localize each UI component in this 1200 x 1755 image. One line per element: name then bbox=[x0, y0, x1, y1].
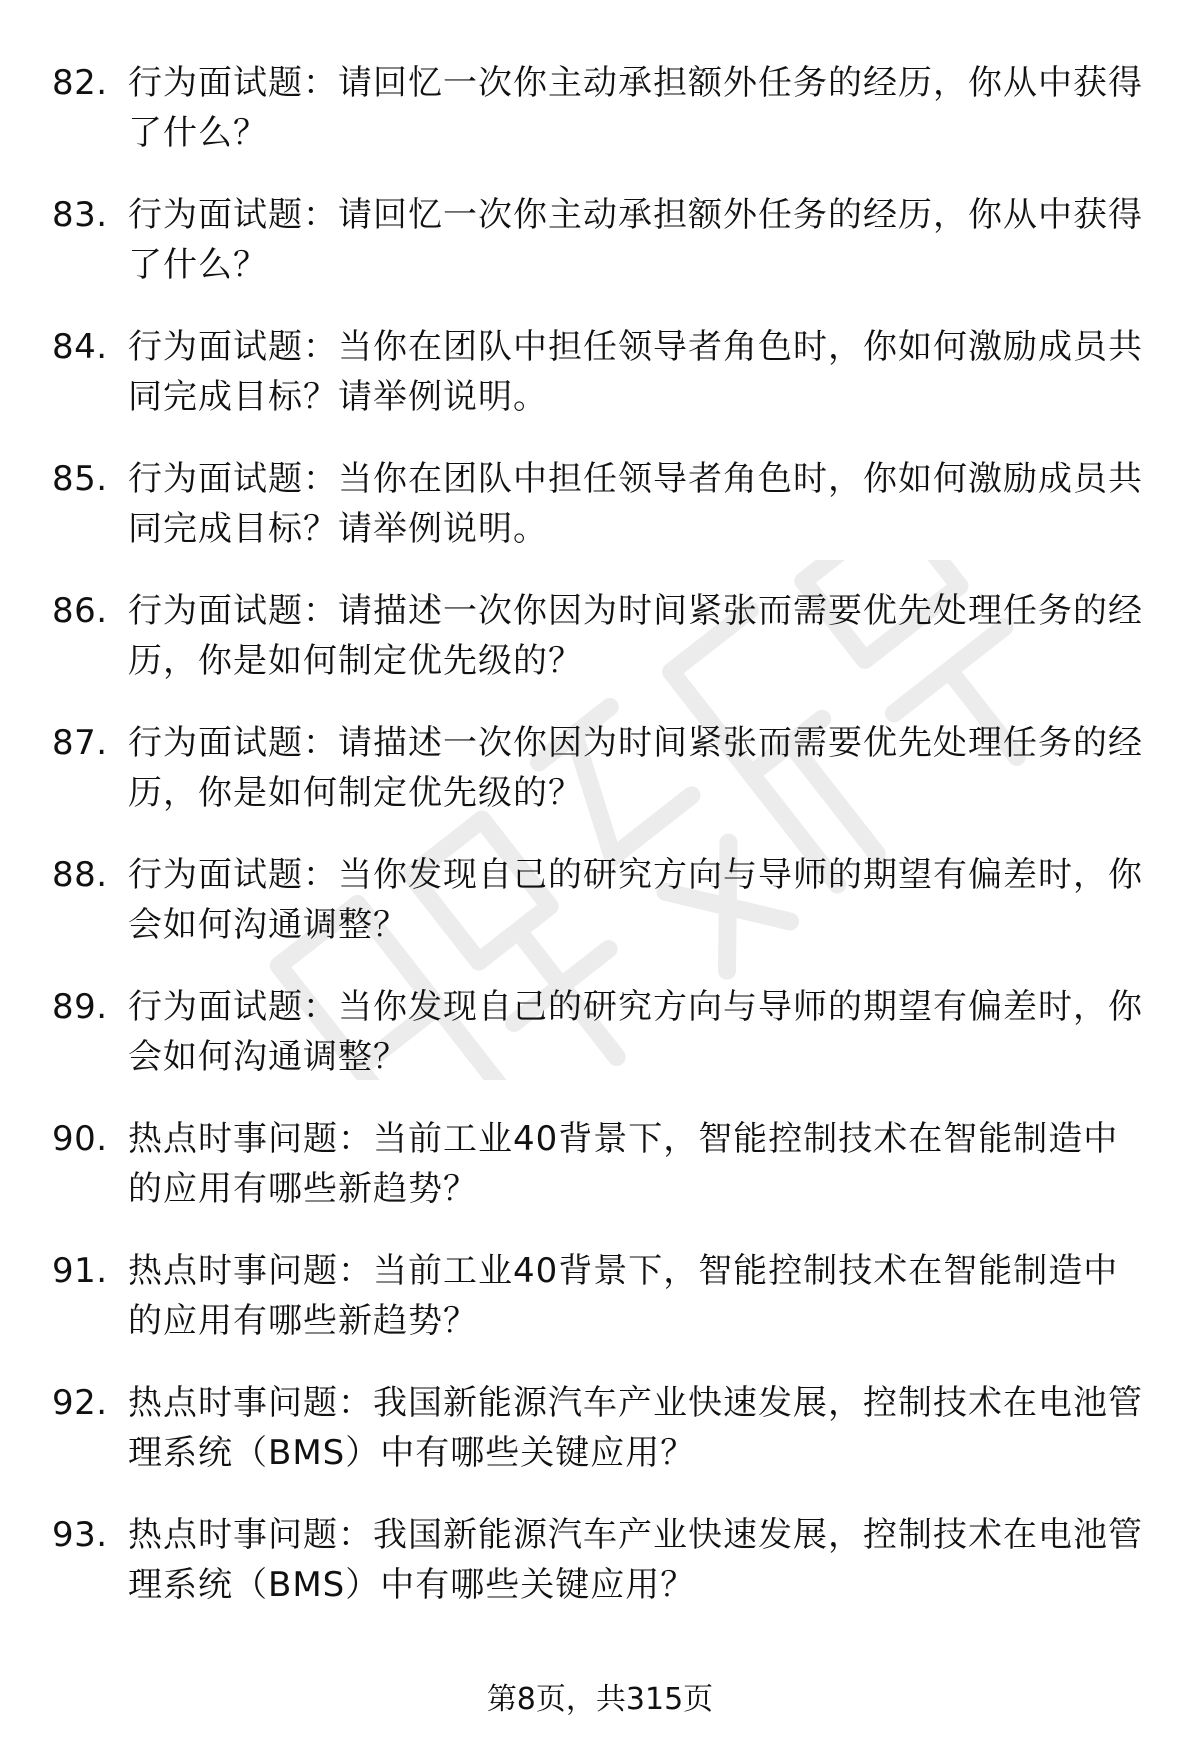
page-footer bbox=[0, 1680, 1200, 1720]
question-text: 行为面试题：请回忆一次你主动承担额外任务的经历，你从中获得了什么？ bbox=[128, 195, 1143, 285]
list-item bbox=[52, 322, 1152, 454]
question-number: 82. bbox=[52, 63, 108, 103]
question-number: 89. bbox=[52, 987, 108, 1027]
question-number: 83. bbox=[52, 195, 108, 235]
list-item bbox=[52, 1114, 1152, 1246]
question-list bbox=[52, 58, 1152, 1642]
page-number-label: 第8页，共315页 bbox=[486, 1682, 714, 1717]
question-text: 行为面试题：当你在团队中担任领导者角色时，你如何激励成员共同完成目标？请举例说明。 bbox=[128, 327, 1143, 417]
question-text: 热点时事问题：当前工业40背景下，智能控制技术在智能制造中的应用有哪些新趋势？ bbox=[128, 1251, 1119, 1341]
question-text: 热点时事问题：我国新能源汽车产业快速发展，控制技术在电池管理系统（BMS）中有哪些关键应用？ bbox=[128, 1515, 1143, 1605]
question-text: 热点时事问题：我国新能源汽车产业快速发展，控制技术在电池管理系统（BMS）中有哪些关键应用？ bbox=[128, 1383, 1143, 1473]
question-number: 87. bbox=[52, 723, 108, 763]
question-number: 85. bbox=[52, 459, 108, 499]
list-item bbox=[52, 850, 1152, 982]
question-text: 热点时事问题：当前工业40背景下，智能控制技术在智能制造中的应用有哪些新趋势？ bbox=[128, 1119, 1119, 1209]
question-number: 88. bbox=[52, 855, 108, 895]
list-item bbox=[52, 58, 1152, 190]
list-item bbox=[52, 1510, 1152, 1642]
question-number: 84. bbox=[52, 327, 108, 367]
list-item bbox=[52, 982, 1152, 1114]
question-number: 92. bbox=[52, 1383, 108, 1423]
question-number: 86. bbox=[52, 591, 108, 631]
list-item bbox=[52, 190, 1152, 322]
question-number: 90. bbox=[52, 1119, 108, 1159]
question-text: 行为面试题：请回忆一次你主动承担额外任务的经历，你从中获得了什么？ bbox=[128, 63, 1143, 153]
question-number: 91. bbox=[52, 1251, 108, 1291]
list-item bbox=[52, 1378, 1152, 1510]
question-text: 行为面试题：当你在团队中担任领导者角色时，你如何激励成员共同完成目标？请举例说明。 bbox=[128, 459, 1143, 549]
question-text: 行为面试题：请描述一次你因为时间紧张而需要优先处理任务的经历，你是如何制定优先级的？ bbox=[128, 723, 1143, 813]
list-item bbox=[52, 718, 1152, 850]
question-text: 行为面试题：当你发现自己的研究方向与导师的期望有偏差时，你会如何沟通调整？ bbox=[128, 855, 1143, 945]
list-item bbox=[52, 1246, 1152, 1378]
question-number: 93. bbox=[52, 1515, 108, 1555]
question-text: 行为面试题：请描述一次你因为时间紧张而需要优先处理任务的经历，你是如何制定优先级的？ bbox=[128, 591, 1143, 681]
list-item bbox=[52, 454, 1152, 586]
question-text: 行为面试题：当你发现自己的研究方向与导师的期望有偏差时，你会如何沟通调整？ bbox=[128, 987, 1143, 1077]
list-item bbox=[52, 586, 1152, 718]
